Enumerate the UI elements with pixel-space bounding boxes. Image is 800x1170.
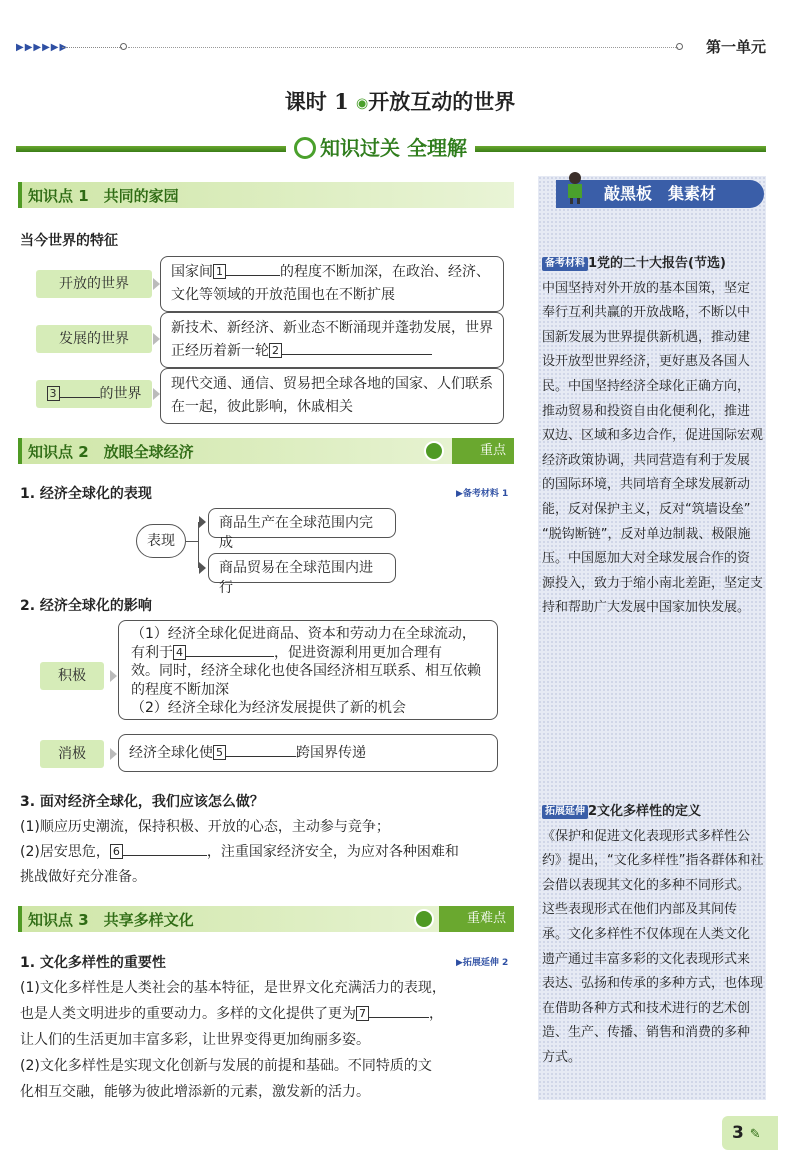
kp1-title: 知识点 1 共同的家园	[28, 187, 179, 205]
kp1-subtitle: 当今世界的特征	[20, 233, 118, 249]
knowledge-point-3-header	[18, 906, 514, 932]
header-dot	[120, 43, 127, 50]
ref-extension-2[interactable]: ▶拓展延伸 2	[456, 958, 509, 968]
blank-number: 6	[110, 844, 123, 859]
label-negative: 消极	[40, 740, 104, 768]
header-dotted-rule	[128, 47, 678, 48]
pen-icon: ✎	[749, 1127, 761, 1142]
text: 国家间	[171, 264, 213, 280]
sidebar-material-1	[542, 252, 764, 621]
sidebar-line: 会借以表现其文化的多种不同形式。	[542, 877, 751, 893]
target-icon	[424, 441, 444, 461]
key-difficult-tag: 重难点	[439, 906, 514, 932]
kp3-paragraphs	[20, 975, 525, 1105]
sidebar-line: 能，反对保护主义，反对“筑墙设垒”	[542, 501, 751, 517]
kp3-q1: 1. 文化多样性的重要性	[20, 955, 166, 971]
text-line	[131, 644, 485, 663]
sidebar-line: 《保护和促进文化表现形式多样性公	[542, 828, 751, 844]
section-banner	[286, 132, 475, 164]
text: 挑战做好充分准备。	[20, 869, 146, 885]
sidebar-line: 表达、弘扬和传承的多种方式，也体现	[542, 976, 764, 992]
text: ，	[429, 1006, 443, 1022]
arrow-icon	[153, 388, 160, 400]
sidebar-line: 双边、区域和多边合作，促进国际宏观	[542, 428, 764, 444]
blank-line	[186, 656, 274, 657]
performance-item: 商品贸易在全球范围内进行	[208, 553, 396, 583]
material-2-body	[542, 825, 764, 1071]
text: 化相互交融，能够为彼此增添新的元素，激发新的活力。	[20, 1084, 370, 1100]
text: （1）经济全球化促进商品、资本和劳动力在全球流动，	[131, 626, 476, 642]
kp2-q2: 2. 经济全球化的影响	[20, 598, 152, 614]
text: 的程度不断加深，在政治、经济、文化等领域的开放范围也在不断扩展	[171, 264, 490, 303]
text: 新技术、新经济、新业态不断涌现并蓬勃发展，世界正经历着新一轮	[171, 320, 493, 359]
material-1-body	[542, 277, 764, 621]
label-connected-world	[36, 380, 152, 408]
text: (2)居安思危，	[20, 844, 110, 860]
positive-effects-box	[118, 620, 498, 720]
lesson-title	[0, 86, 800, 116]
sidebar-line: 方式。	[542, 1049, 582, 1065]
sidebar-header: 敲黑板 集素材	[556, 180, 764, 208]
sidebar-line: “脱钩断链”，反对单边制裁、极限施	[542, 526, 751, 542]
sidebar-line: 的国际环境，共同培育全球发展新动	[542, 477, 751, 493]
kp2-title: 知识点 2 放眼全球经济	[28, 443, 194, 461]
header-dot	[676, 43, 683, 50]
arrow-icon	[199, 516, 206, 528]
header-rule	[62, 47, 122, 48]
sidebar-line: 经济政策协调，共同营造有利于发展	[542, 452, 751, 468]
teacher-icon	[562, 170, 588, 204]
header-arrows: ▶▶▶▶▶▶	[16, 42, 69, 53]
sidebar-line: 承。文化多样性不仅体现在人类文化	[542, 926, 751, 942]
material-1-title-line	[542, 252, 764, 277]
blank-line	[282, 354, 432, 355]
text: (1)顺应历史潮流，保持积极、开放的心态，主动参与竞争；	[20, 819, 390, 835]
blank-line	[60, 397, 100, 398]
page-number	[722, 1116, 778, 1150]
text: 有利于	[131, 644, 173, 661]
section-banner-text: 知识过关 全理解	[320, 136, 467, 160]
sidebar-line: 奉行互利共赢的开放战略，不断以中	[542, 305, 751, 321]
label-developing-world: 发展的世界	[36, 325, 152, 353]
open-world-box	[160, 256, 504, 312]
sidebar-line: 压。中国愿加大对全球发展合作的资	[542, 551, 751, 567]
arrow-icon	[110, 748, 117, 760]
sidebar-line: 在借助各种方式和技术进行的艺术创	[542, 1000, 751, 1016]
text: (1)文化多样性是人类社会的基本特征，是世界文化充满活力的表现，	[20, 980, 446, 996]
text: （2）经济全球化为经济发展提供了新的机会	[131, 700, 406, 716]
performance-item: 商品生产在全球范围内完成	[208, 508, 396, 538]
page-number-text: 3	[732, 1123, 744, 1143]
blank-number: 5	[213, 745, 226, 760]
blank-number: 1	[213, 264, 226, 279]
sidebar-line: 造、生产、传播、销售和消费的多种	[542, 1025, 751, 1041]
text: 让人们的生活更加丰富多彩，让世界变得更加绚丽多姿。	[20, 1032, 370, 1048]
arrow-icon	[110, 670, 117, 682]
blank-number: 7	[356, 1006, 369, 1021]
label-positive: 积极	[40, 662, 104, 690]
text: 也是人类文明进步的重要动力。多样的文化提供了更为	[20, 1006, 356, 1022]
sidebar-line: 民。中国坚持经济全球化正确方向，	[542, 378, 751, 394]
kp2-q1: 1. 经济全球化的表现	[20, 486, 152, 502]
knowledge-point-2-header	[18, 438, 514, 464]
text: 跨国界传递	[296, 745, 366, 761]
material-1-title: 1党的二十大报告(节选)	[588, 256, 726, 271]
extension-tag: 拓展延伸	[542, 805, 588, 819]
connector	[186, 541, 198, 542]
text: ，促进资源利用更加合理有	[274, 644, 442, 661]
center-node: 表现	[136, 524, 186, 558]
sidebar-line: 约》提出，“文化多样性”指各群体和社	[542, 853, 764, 869]
negative-effects-box	[118, 734, 498, 772]
kp2-answers	[20, 815, 520, 890]
text: ，注重国家经济安全，为应对各种困难和	[206, 844, 459, 860]
sidebar-line: 国新发展为世界提供新机遇，推动建	[542, 329, 751, 345]
text: 经济全球化使	[129, 745, 213, 761]
material-tag: 备考材料	[542, 257, 588, 271]
lesson-name: 开放互动的世界	[368, 89, 516, 114]
text: (2)文化多样性是实现文化创新与发展的前提和基础。不同特质的文	[20, 1058, 432, 1074]
key-point-tag: 重点	[452, 438, 514, 464]
blank-number: 4	[173, 645, 186, 660]
connected-world-box: 现代交通、通信、贸易把全球各地的国家、人们联系在一起，彼此影响，休戚相关	[160, 368, 504, 424]
kp2-q3: 3. 面对经济全球化，我们应该怎么做？	[20, 794, 264, 810]
sidebar-material-2	[542, 800, 764, 1071]
text: 效。同时，经济全球化也使各国经济相互联系、相互依赖	[131, 663, 481, 679]
sidebar-line: 中国坚持对外开放的基本国策，坚定	[542, 280, 751, 296]
sidebar-line: 持和帮助广大发展中国家加快发展。	[542, 600, 751, 616]
spiral-icon	[294, 137, 316, 159]
magnifier-icon	[414, 909, 434, 929]
arrow-icon	[153, 278, 160, 290]
kp3-title: 知识点 3 共享多样文化	[28, 911, 194, 929]
ref-material-1[interactable]: ▶备考材料 1	[456, 489, 509, 499]
blank-number: 2	[269, 343, 282, 358]
green-dot-icon: ◉	[356, 95, 369, 112]
blank-line	[226, 756, 296, 757]
arrow-icon	[153, 333, 160, 345]
sidebar-line: 推动贸易和投资自由化便利化，推进	[542, 403, 751, 419]
unit-label: 第一单元	[705, 38, 766, 56]
arrow-icon	[199, 562, 206, 574]
text: 的程度不断加深	[131, 681, 229, 698]
text: 的世界	[99, 386, 142, 402]
sidebar-line: 这些表现形式在他们内部及其间传	[542, 902, 738, 918]
text-line	[20, 1001, 525, 1027]
material-2-title: 2文化多样性的定义	[588, 804, 702, 819]
sidebar-line: 设开放型世界经济，更好惠及各国人	[542, 354, 751, 370]
blank-line	[369, 1017, 429, 1018]
sidebar-line: 遗产通过丰富多彩的文化表现形式来	[542, 951, 751, 967]
blank-line	[123, 855, 207, 856]
knowledge-point-1-header	[18, 182, 514, 208]
text-line	[20, 840, 520, 865]
label-open-world: 开放的世界	[36, 270, 152, 298]
developing-world-box	[160, 312, 504, 368]
lesson-number: 课时 1	[284, 89, 349, 114]
material-2-title-line	[542, 800, 764, 825]
blank-line	[226, 275, 280, 276]
sidebar-line: 源投入，致力于缩小南北差距，坚定支	[542, 575, 764, 591]
blank-number: 3	[47, 386, 60, 401]
